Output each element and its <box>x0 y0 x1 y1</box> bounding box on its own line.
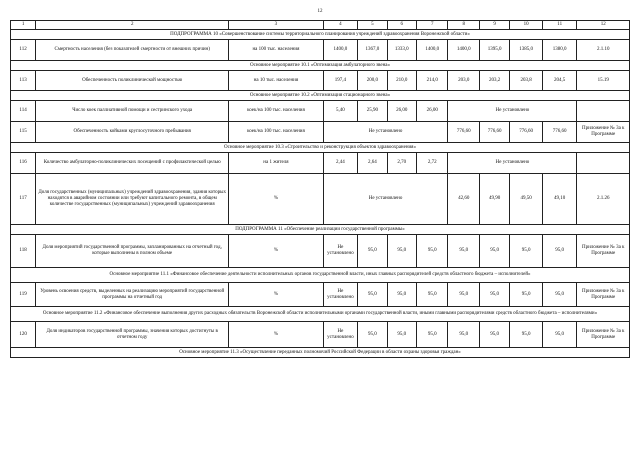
indicator-name: Число коек паллиативной помощи и сестринского ухода <box>36 101 229 122</box>
reference-cell: 2.1.26 <box>577 174 630 225</box>
table-row <box>11 122 630 143</box>
not-set-cell: Не установлено <box>323 283 358 307</box>
value-cell: 197,4 <box>323 71 358 91</box>
value-cell: 49,90 <box>479 174 509 225</box>
value-cell: 214,0 <box>416 71 447 91</box>
row-number: 116 <box>11 153 36 174</box>
value-cell: 776,60 <box>510 122 543 143</box>
unit-cell: на 1 жителя <box>229 153 323 174</box>
value-cell: 1400,0 <box>448 40 479 61</box>
value-cell: 95,0 <box>479 235 509 268</box>
unit-cell: на 10 тыс. населения <box>229 71 323 91</box>
row-number: 117 <box>11 174 36 225</box>
not-set-cell: Не установлено <box>448 153 577 174</box>
value-cell: 203,8 <box>510 71 543 91</box>
value-cell: 776,60 <box>542 122 577 143</box>
table-row <box>11 174 630 225</box>
header-cell: 10 <box>510 21 543 30</box>
header-cell: 4 <box>323 21 358 30</box>
value-cell: 1380,0 <box>542 40 577 61</box>
value-cell: 25,90 <box>358 101 387 122</box>
value-cell: 95,0 <box>448 322 479 348</box>
table-row <box>11 153 630 174</box>
unit-cell: % <box>229 174 323 225</box>
row-number: 119 <box>11 283 36 307</box>
value-cell: 95,0 <box>387 283 416 307</box>
value-cell: 2,44 <box>323 153 358 174</box>
subprogram-11-heading: ПОДПРОГРАММА 11 «Обеспечение реализации государственной программы» <box>11 225 630 235</box>
value-cell: 26,00 <box>387 101 416 122</box>
value-cell: 1400,0 <box>416 40 447 61</box>
unit-cell: коек/на 100 тыс. населения <box>229 122 323 143</box>
value-cell: 776,60 <box>448 122 479 143</box>
header-cell: 6 <box>387 21 416 30</box>
table-row <box>11 322 630 348</box>
value-cell: 200,0 <box>358 71 387 91</box>
value-cell: 95,0 <box>510 283 543 307</box>
row-number: 112 <box>11 40 36 61</box>
reference-cell: 15.19 <box>577 71 630 91</box>
measure-11-1-heading: Основное мероприятие 11.1 «Финансовое обеспечение деятельности исполнительных органов государственной власти, иных главных распорядителей средств областного бюджета – исполнителей» <box>11 268 630 283</box>
value-cell: 95,0 <box>479 283 509 307</box>
header-cell: 9 <box>479 21 509 30</box>
reference-cell <box>577 101 630 122</box>
value-cell: 95,0 <box>358 322 387 348</box>
indicators-table <box>10 20 630 358</box>
value-cell: 95,0 <box>448 283 479 307</box>
reference-cell: Приложение № 3а к Программе <box>577 322 630 348</box>
not-set-cell: Не установлено <box>323 122 448 143</box>
value-cell: 2,72 <box>416 153 447 174</box>
reference-cell: 2.1.10 <box>577 40 630 61</box>
value-cell: 95,0 <box>510 235 543 268</box>
value-cell: 203,0 <box>448 71 479 91</box>
table-row <box>11 235 630 268</box>
value-cell: 95,0 <box>358 283 387 307</box>
value-cell: 1385,0 <box>510 40 543 61</box>
header-cell: 2 <box>36 21 229 30</box>
indicator-name: Доля индикаторов государственной программы, значения которых достигнуты в отчетном году <box>36 322 229 348</box>
header-cell: 3 <box>229 21 323 30</box>
indicator-name: Доля мероприятий государственной программы, запланированных на отчетный год, которые выполнены в полном объеме <box>36 235 229 268</box>
value-cell: 95,0 <box>542 322 577 348</box>
value-cell: 95,0 <box>416 235 447 268</box>
value-cell: 2,64 <box>358 153 387 174</box>
row-number: 118 <box>11 235 36 268</box>
page-number: 12 <box>317 9 323 14</box>
value-cell: 95,0 <box>387 235 416 268</box>
subprogram-10-heading: ПОДПРОГРАММА 10 «Совершенствование системы территориального планирования учреждений здравоохранения Воронежской области» <box>11 30 630 40</box>
table-row <box>11 40 630 61</box>
value-cell: 2,70 <box>387 153 416 174</box>
value-cell: 95,0 <box>542 235 577 268</box>
measure-10-3-heading: Основное мероприятие 10.3 «Строительство и реконструкция объектов здравоохранения» <box>11 143 630 153</box>
indicator-name: Обеспеченность койками круглосуточного пребывания <box>36 122 229 143</box>
reference-cell: Приложение № 3а к Программе <box>577 235 630 268</box>
value-cell: 95,0 <box>479 322 509 348</box>
value-cell: 1333,0 <box>387 40 416 61</box>
value-cell: 26,00 <box>416 101 447 122</box>
indicator-name: Доля государственных (муниципальных) учреждений здравоохранения, здания которых находятся в аварийном состоянии или требуют капитального ремонта, в общем количестве государственных (муниципальных) учреждений здравоохранения <box>36 174 229 225</box>
measure-10-2-heading: Основное мероприятие 10.2 «Оптимизация стационарного звена» <box>11 91 630 101</box>
unit-cell: % <box>229 322 323 348</box>
value-cell: 203,2 <box>479 71 509 91</box>
table-row <box>11 71 630 91</box>
row-number: 114 <box>11 101 36 122</box>
header-row <box>11 21 630 30</box>
header-cell: 1 <box>11 21 36 30</box>
row-number: 113 <box>11 71 36 91</box>
indicator-name: Смертность населения (без показателей смертности от внешних причин) <box>36 40 229 61</box>
value-cell: 95,0 <box>448 235 479 268</box>
value-cell: 49,50 <box>510 174 543 225</box>
indicator-name: Количество амбулаторно-поликлинических посещений с профилактической целью <box>36 153 229 174</box>
reference-cell: Приложение № 3а к Программе <box>577 283 630 307</box>
value-cell: 49,10 <box>542 174 577 225</box>
not-set-cell: Не установлено <box>323 174 448 225</box>
value-cell: 95,0 <box>510 322 543 348</box>
value-cell: 95,0 <box>387 322 416 348</box>
value-cell: 95,0 <box>542 283 577 307</box>
header-cell: 12 <box>577 21 630 30</box>
value-cell: 776,60 <box>479 122 509 143</box>
row-number: 115 <box>11 122 36 143</box>
not-set-cell: Не установлено <box>448 101 577 122</box>
unit-cell: % <box>229 283 323 307</box>
unit-cell: % <box>229 235 323 268</box>
table-row <box>11 283 630 307</box>
value-cell: 95,0 <box>416 322 447 348</box>
unit-cell: коек/на 100 тыс. населения <box>229 101 323 122</box>
value-cell: 95,0 <box>358 235 387 268</box>
measure-10-1-heading: Основное мероприятие 10.1 «Оптимизация амбулаторного звена» <box>11 61 630 71</box>
indicator-name: Уровень освоения средств, выделенных на реализацию мероприятий государственной программы на отчетный год <box>36 283 229 307</box>
value-cell: 1400,0 <box>323 40 358 61</box>
row-number: 120 <box>11 322 36 348</box>
header-cell: 11 <box>542 21 577 30</box>
not-set-cell: Не установлено <box>323 322 358 348</box>
not-set-cell: Не установлено <box>323 235 358 268</box>
indicator-name: Обеспеченность поликлинической мощностью <box>36 71 229 91</box>
value-cell: 42,60 <box>448 174 479 225</box>
value-cell: 5,40 <box>323 101 358 122</box>
value-cell: 210,0 <box>387 71 416 91</box>
reference-cell: Приложение № 3а к Программе <box>577 122 630 143</box>
unit-cell: на 100 тыс. населения <box>229 40 323 61</box>
header-cell: 5 <box>358 21 387 30</box>
value-cell: 1395,0 <box>479 40 509 61</box>
measure-11-3-heading: Основное мероприятие 11.3 «Осуществление переданных полномочий Российской Федерации в области охраны здоровья граждан» <box>11 348 630 358</box>
value-cell: 1367,0 <box>358 40 387 61</box>
measure-11-2-heading: Основное мероприятие 11.2 «Финансовое обеспечение выполнения других расходных обязательств Воронежской области исполнительными органами государственной власти, иными главными распорядителями средств областного бюджета – исполнителями» <box>11 307 630 322</box>
value-cell: 95,0 <box>416 283 447 307</box>
reference-cell <box>577 153 630 174</box>
header-cell: 8 <box>448 21 479 30</box>
table-row <box>11 101 630 122</box>
header-cell: 7 <box>416 21 447 30</box>
value-cell: 204,5 <box>542 71 577 91</box>
